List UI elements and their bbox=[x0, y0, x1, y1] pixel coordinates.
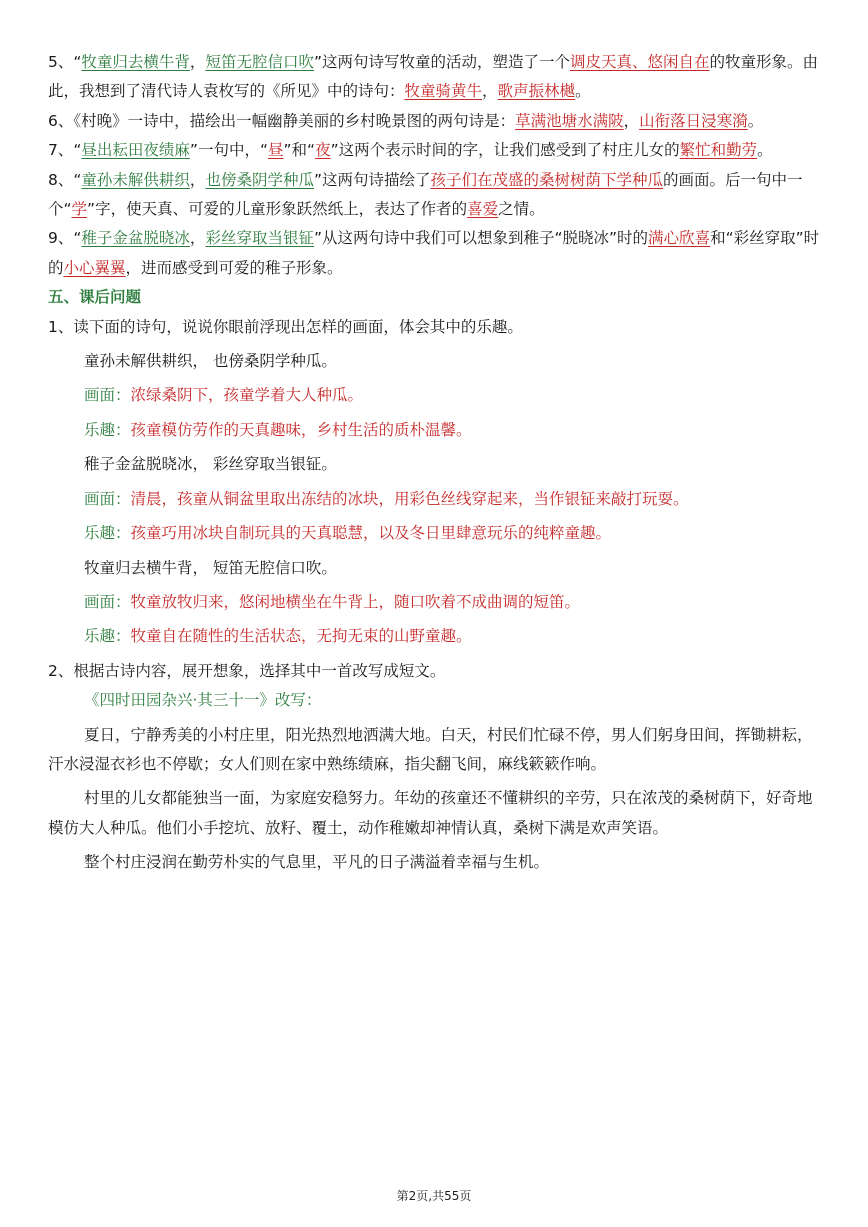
answer-blank: 山衔落日浸 bbox=[639, 111, 717, 130]
answer-blank: 调皮天真、悠闲自在 bbox=[570, 53, 710, 71]
answer-blank: 草满池塘水满陂 bbox=[515, 111, 624, 130]
poem-couplet: 牧童归去横牛背， 短笛无腔信口吹。 bbox=[84, 558, 337, 577]
poem-line: 牧童归去横牛背 bbox=[81, 53, 190, 71]
picture-answer: 画面：牧童放牧归来，悠闲地横坐在牛背上，随口吹着不成曲调的短笛。 bbox=[84, 592, 581, 611]
essay-paragraph: 整个村庄浸润在勤劳朴实的气息里，平凡的日子满溢着幸福与生机。 bbox=[84, 853, 550, 872]
answer-blank: 喜爱 bbox=[467, 200, 499, 219]
page-number: 第2页,共55页 bbox=[396, 1189, 472, 1203]
item-number: 7、 bbox=[48, 141, 74, 160]
fill-item-9: 9、“稚子金盆脱晓冰，彩丝穿取当银钲”从这两句诗中我们可以想象到稚子“脱晓冰”时的满心欣喜和“彩丝穿取”时的小心翼翼，进而感受到可爱的稚子形象。 bbox=[48, 229, 820, 277]
fill-item-6: 6、《村晚》一诗中，描绘出一幅幽静美丽的乡村晚景图的两句诗是：草满池塘水满陂，山衔落日浸寒漪。 bbox=[48, 111, 764, 130]
essay-paragraph: 夏日，宁静秀美的小村庄里，阳光热烈地洒满大地。白天，村民们忙碌不停，男人们躬身田间，挥锄耕耘，汗水浸湿衣衫也不停歇；女人们则在家中熟练绩麻，指尖翻飞间，麻线簌簌作响。 bbox=[48, 725, 813, 773]
question-2-prompt: 2、根据古诗内容，展开想象，选择其中一首改写成短文。 bbox=[48, 661, 446, 680]
answer-blank: 喜 bbox=[694, 229, 711, 248]
question-1-group-1 bbox=[48, 347, 820, 445]
question-1-prompt: 1、读下面的诗句，说说你眼前浮现出怎样的画面，体会其中的乐趣。 bbox=[48, 317, 523, 336]
item-number: 5、 bbox=[48, 53, 74, 71]
poem-line: 稚子金盆脱晓冰 bbox=[81, 229, 190, 248]
question-1-group-3 bbox=[48, 554, 820, 652]
poem-line: 昼出耘田夜绩麻 bbox=[81, 141, 190, 160]
fun-answer: 乐趣：孩童模仿劳作的天真趣味，乡村生活的质朴温馨。 bbox=[84, 420, 472, 439]
item-number: 9、 bbox=[48, 229, 74, 248]
essay-title: 《四时田园杂兴·其三十一》改写： bbox=[84, 691, 322, 710]
answer-blank: 学 bbox=[71, 200, 88, 219]
poem-line: 彩丝穿取当银钲 bbox=[205, 229, 314, 248]
poem-couplet: 稚子金盆脱晓冰， 彩丝穿取当银钲。 bbox=[84, 455, 337, 474]
answer-blank: 歌声振林樾 bbox=[497, 82, 576, 101]
poem-line: 短笛无腔信口吹 bbox=[205, 53, 314, 71]
answer-blank: 昼 bbox=[267, 141, 284, 160]
answer-blank: 小心翼翼 bbox=[63, 258, 126, 277]
item-number: 6、 bbox=[48, 111, 74, 130]
picture-answer: 画面：清晨，孩童从铜盆里取出冻结的冰块，用彩色丝线穿起来，当作银钲来敲打玩耍。 bbox=[84, 489, 689, 508]
answer-blank: 孩子们在茂盛的桑树树荫下学种瓜 bbox=[430, 170, 664, 189]
answer-blank: 牧童骑黄牛 bbox=[404, 82, 483, 101]
picture-answer: 画面：浓绿桑阴下，孩童学着大人种瓜。 bbox=[84, 386, 364, 405]
fill-item-5: 5、“牧童归去横牛背，短笛无腔信口吹”这两句诗写牧童的活动，塑造了一个调皮天真、悠闲自在的牧童形象。由此，我想到了清代诗人袁枚写的《所见》中的诗句：牧童骑黄牛，歌声振林樾。 bbox=[48, 53, 819, 101]
item-number: 8、 bbox=[48, 170, 74, 189]
fill-item-7: 7、“昼出耘田夜绩麻”一句中，“昼”和“夜”这两个表示时间的字，让我们感受到了村庄儿女的繁忙和勤劳。 bbox=[48, 141, 773, 160]
fill-item-8: 8、“童孙未解供耕织，也傍桑阴学种瓜”这两句诗描绘了孩子们在茂盛的桑树树荫下学种瓜的画面。后一句中一个“学”字，使天真、可爱的儿童形象跃然纸上，表达了作者的喜爱之情。 bbox=[48, 170, 803, 219]
answer-blank: 满心欣 bbox=[648, 229, 695, 248]
answer-blank: 寒漪 bbox=[716, 111, 748, 130]
poem-line: 童孙未解供耕织 bbox=[81, 170, 190, 189]
fun-answer: 乐趣：孩童巧用冰块自制玩具的天真聪慧，以及冬日里肆意玩乐的纯粹童趣。 bbox=[84, 524, 612, 543]
answer-blank: 夜 bbox=[315, 141, 331, 160]
essay-paragraph: 村里的儿女都能独当一面，为家庭安稳努力。年幼的孩童还不懂耕织的辛劳，只在浓茂的桑树荫下，好奇地模仿大人种瓜。他们小手挖坑、放籽、覆土，动作稚嫩却神情认真，桑树下满是欢声笑语。 bbox=[48, 789, 813, 837]
document-content bbox=[48, 48, 820, 878]
answer-blank: 繁忙和勤劳 bbox=[679, 141, 758, 160]
poem-couplet: 童孙未解供耕织， 也傍桑阴学种瓜。 bbox=[84, 352, 337, 371]
question-1-group-2 bbox=[48, 450, 820, 548]
section-title: 五、课后问题 bbox=[48, 288, 142, 307]
fun-answer: 乐趣：牧童自在随性的生活状态，无拘无束的山野童趣。 bbox=[84, 627, 472, 646]
poem-line: 也傍桑阴学种瓜 bbox=[205, 170, 314, 189]
